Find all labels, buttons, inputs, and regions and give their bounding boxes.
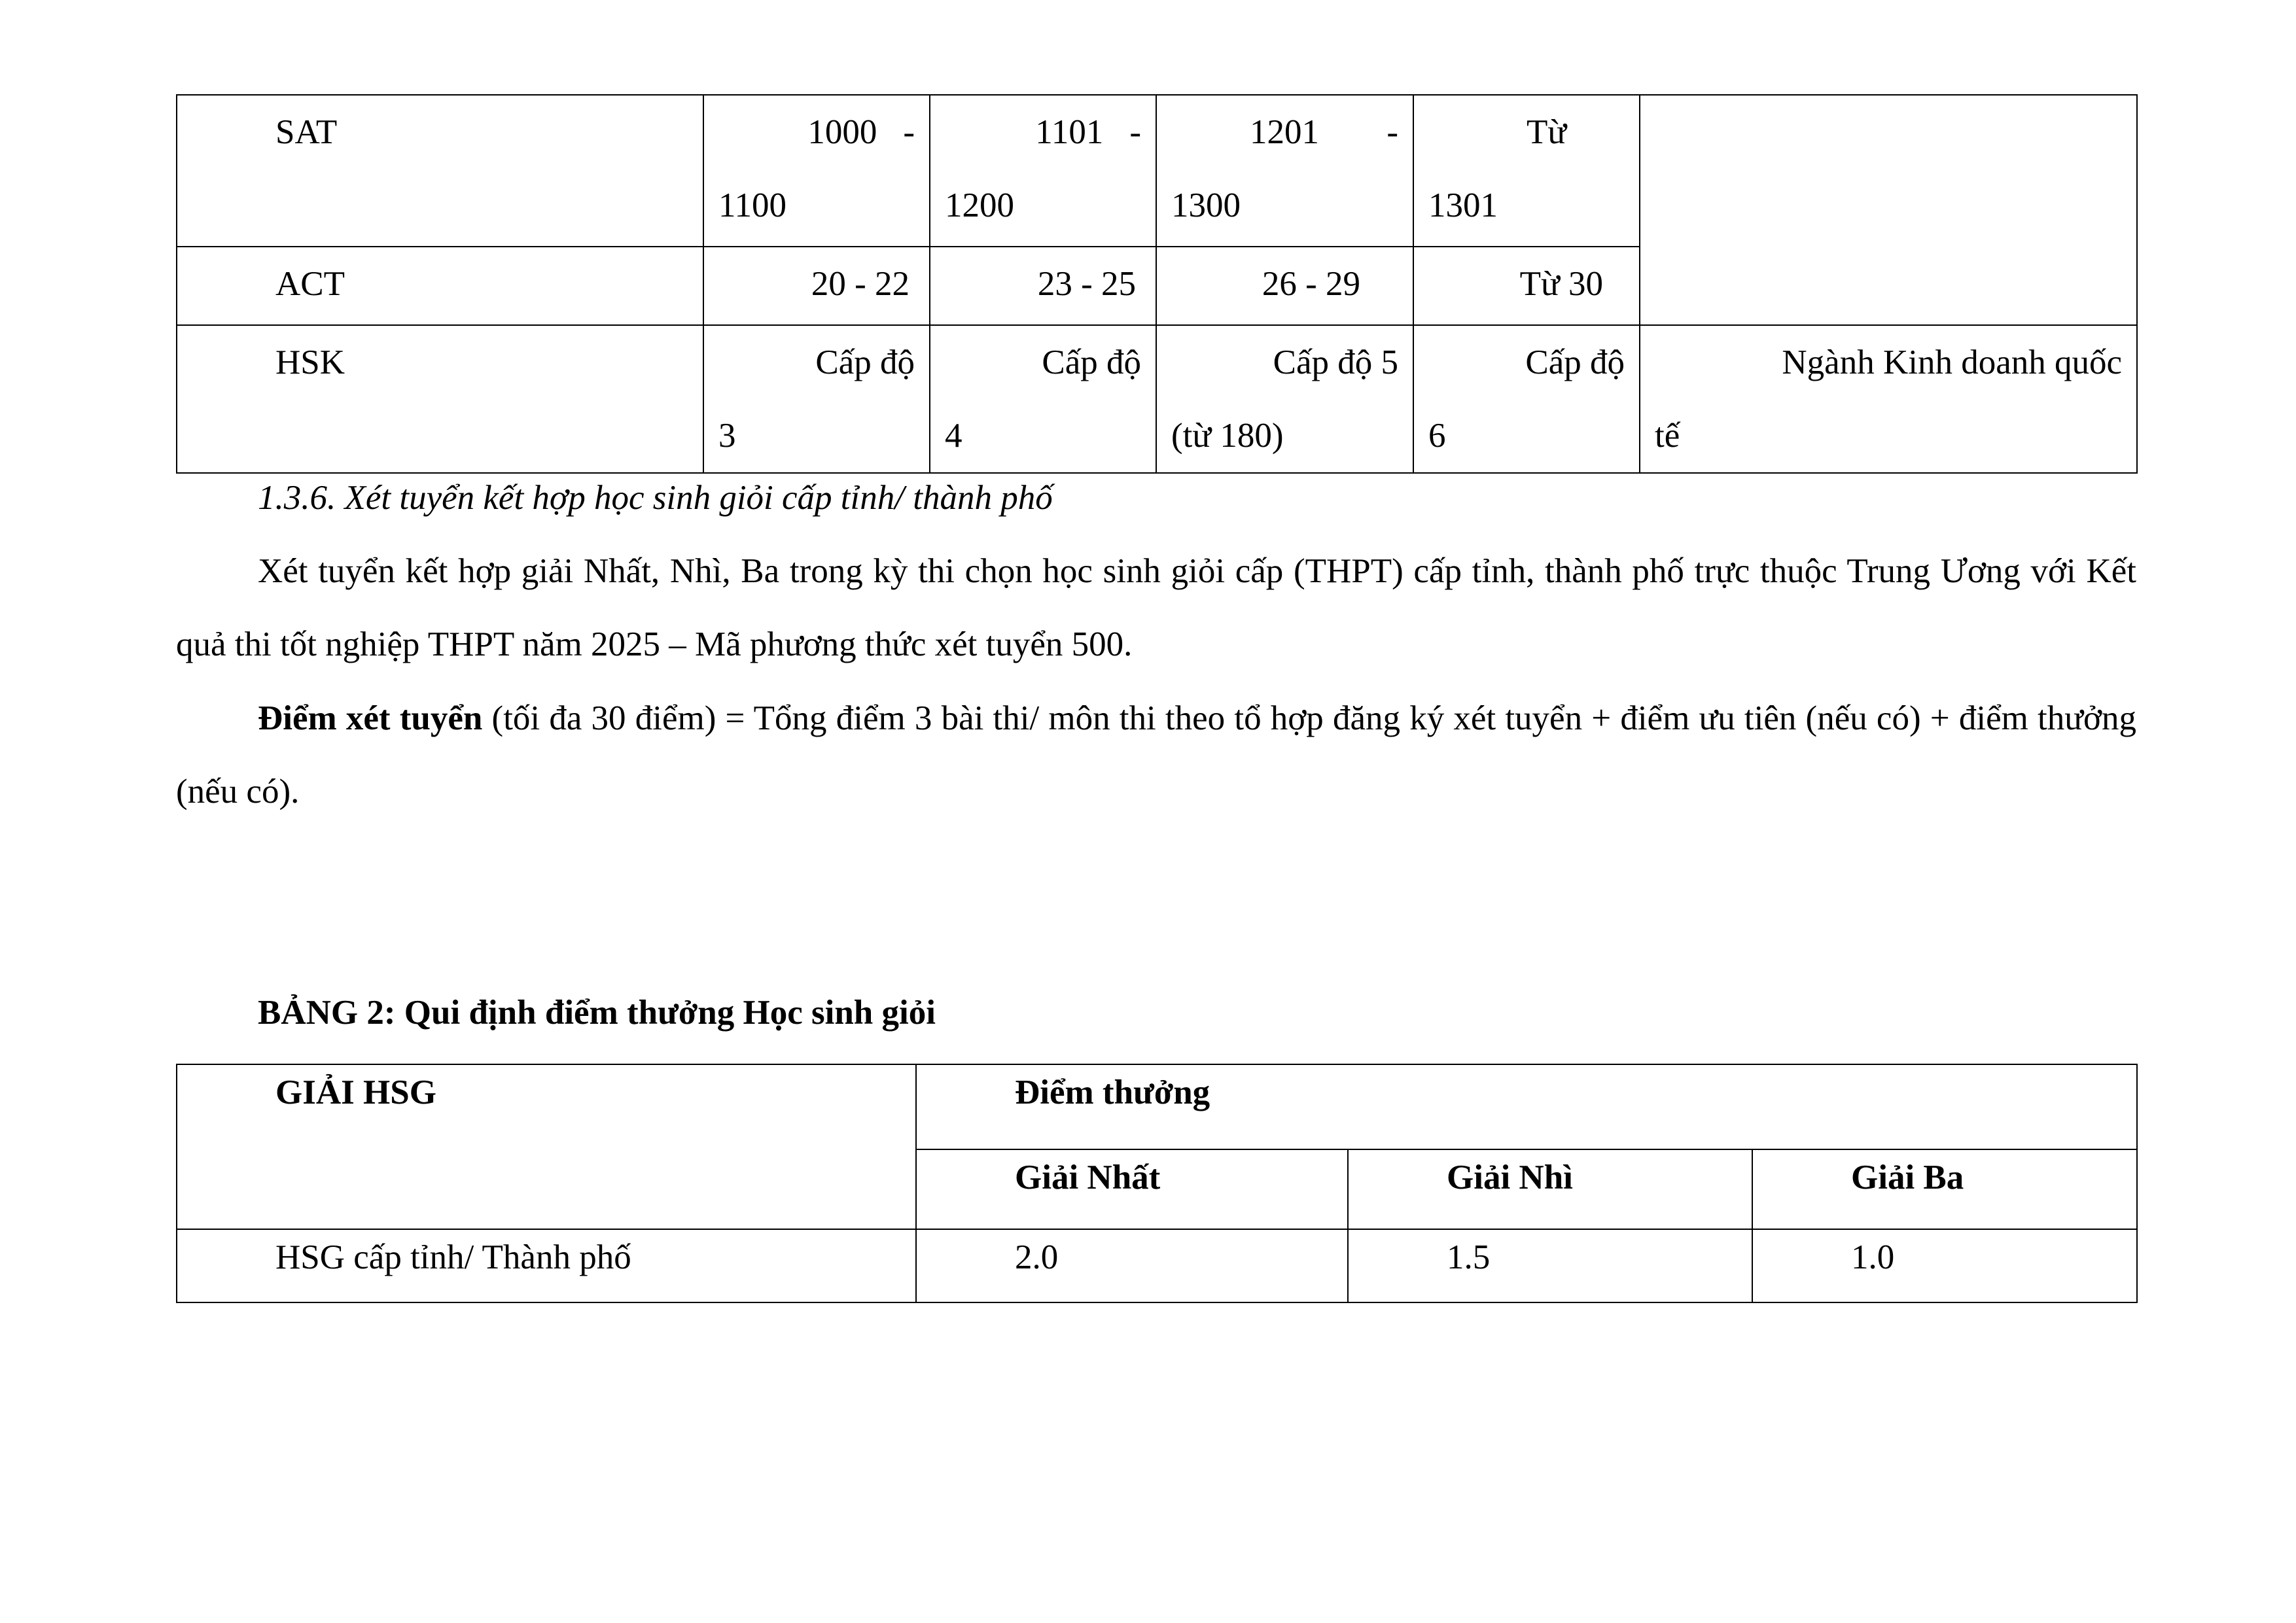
table-row-hsk <box>177 325 2137 473</box>
table-cell-empty <box>1640 95 2137 325</box>
group-header: Điểm thưởng <box>916 1064 2137 1149</box>
column-header: Giải Ba <box>1752 1149 2137 1229</box>
paragraph: Điểm xét tuyển (tối đa 30 điểm) = Tổng điểm 3 bài thi/ môn thi theo tổ hợp đăng ký xét tuyển + điểm ưu tiên (nếu có) + điểm thưởng (nếu có). <box>176 699 2136 811</box>
column-header: GIẢI HSG <box>177 1064 916 1229</box>
table-cell: Cấp độ 5 (từ 180) <box>1156 325 1413 473</box>
table-cell: 1201 - 1300 <box>1156 95 1413 247</box>
column-header: Giải Nhì <box>1348 1149 1752 1229</box>
table-cell: Cấp độ 3 <box>703 325 930 473</box>
table-cell: 20 - 22 <box>703 247 930 325</box>
bold-term: Điểm xét tuyển <box>258 699 483 737</box>
table-cell: Cấp độ 4 <box>930 325 1156 473</box>
table-cell: Từ 1301 <box>1413 95 1640 247</box>
table-row <box>177 1229 2137 1302</box>
table-cell: Cấp độ 6 <box>1413 325 1640 473</box>
row-label: HSG cấp tỉnh/ Thành phố <box>177 1229 916 1302</box>
row-label-hsk: HSK <box>177 325 703 473</box>
table-row-sat <box>177 95 2137 247</box>
section-heading: 1.3.6. Xét tuyển kết hợp học sinh giỏi cấp tỉnh/ thành phố <box>258 479 1053 517</box>
table-cell: 23 - 25 <box>930 247 1156 325</box>
column-header: Giải Nhất <box>916 1149 1348 1229</box>
table-cell: 2.0 <box>916 1229 1348 1302</box>
table-cell: 1.0 <box>1752 1229 2137 1302</box>
table-cell-note: Ngành Kinh doanh quốc tế <box>1640 325 2137 473</box>
row-label-act: ACT <box>177 247 703 325</box>
certificate-score-table <box>176 94 2138 474</box>
row-label-sat: SAT <box>177 95 703 247</box>
table-header-row <box>177 1064 2137 1149</box>
table-cell: 1101 - 1200 <box>930 95 1156 247</box>
paragraph: Xét tuyển kết hợp giải Nhất, Nhì, Ba trong kỳ thi chọn học sinh giỏi cấp (THPT) cấp tỉnh, thành phố trực thuộc Trung Ương với Kết quả thi tốt nghiệp THPT năm 2025 – Mã phương thức xét tuyển 500. <box>176 552 2136 663</box>
table-cell: 26 - 29 <box>1156 247 1413 325</box>
bonus-points-table <box>176 1064 2138 1303</box>
table-cell: 1.5 <box>1348 1229 1752 1302</box>
table-cell: Từ 30 <box>1413 247 1640 325</box>
table-cell: 1000 - 1100 <box>703 95 930 247</box>
table-caption: BẢNG 2: Qui định điểm thưởng Học sinh giỏi <box>258 994 936 1032</box>
